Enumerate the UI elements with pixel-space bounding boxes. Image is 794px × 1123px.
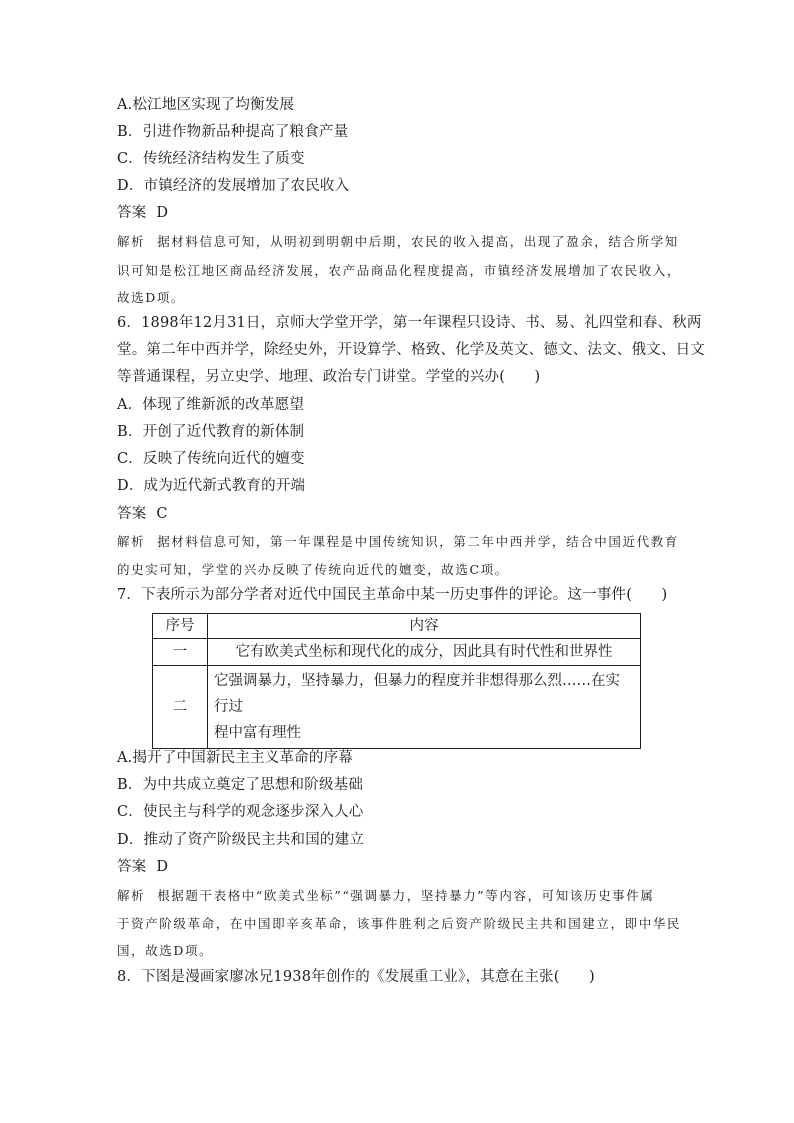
q6-option-d: D．成为近代新式教育的开端 [117, 478, 306, 494]
q5-explanation-line-3: 故选D项。 [117, 290, 186, 305]
table-header-row [153, 614, 641, 639]
q6-stem-line-3: 等普通课程，另立史学、地理、政治专门讲堂。学堂的兴办( ) [117, 369, 541, 385]
answer-value: C [156, 506, 168, 522]
q7-explanation-line-3: 国，故选D项。 [117, 943, 214, 958]
q7-option-a: A.揭开了中国新民主主义革命的序幕 [117, 750, 353, 766]
q5-option-b: B．引进作物新品种提高了粮食产量 [117, 124, 349, 140]
answer-label: 答案 [117, 859, 147, 875]
q6-explanation-line-1: 解析 据材料信息可知，第一年课程是中国传统知识，第二年中西并学，结合中国近代教育 [117, 532, 679, 552]
answer-label: 答案 [117, 506, 147, 522]
q5-option-d: D．市镇经济的发展增加了农民收入 [117, 178, 350, 194]
table-header-number: 序号 [153, 614, 208, 639]
explanation-label: 解析 [117, 534, 146, 549]
q5-answer [117, 203, 168, 223]
explanation-label: 解析 [117, 234, 146, 249]
explanation-label: 解析 [117, 888, 146, 903]
q6-option-c: C．反映了传统向近代的嬗变 [117, 451, 305, 467]
q5-option-c: C．传统经济结构发生了质变 [117, 151, 305, 167]
q7-explanation-line-1: 解析 根据题干表格中“欧美式坐标”“强调暴力，坚持暴力”等内容，可知该历史事件属 [117, 886, 654, 906]
q6-stem-line-1: 6．1898年12月31日，京师大学堂开学，第一年课程只设诗、书、易、礼四堂和春、秋两 [117, 315, 702, 331]
table-row [153, 666, 641, 749]
q5-explanation-line-2: 识可知是松江地区商品经济发展，农产品商品化程度提高，市镇经济发展增加了农民收入， [117, 263, 682, 278]
q6-option-a: A．体现了维新派的改革愿望 [117, 397, 305, 413]
table-row [153, 639, 641, 666]
q6-option-b: B．开创了近代教育的新体制 [117, 424, 305, 440]
q5-explanation-line-1: 解析 据材料信息可知，从明初到明朝中后期，农民的收入提高，出现了盈余，结合所学知 [117, 232, 679, 252]
q8-stem: 8．下图是漫画家廖冰兄1938年创作的《发展重工业》，其意在主张( ) [117, 969, 595, 985]
q7-option-b: B．为中共成立奠定了思想和阶级基础 [117, 777, 364, 793]
q6-explanation-line-2: 的史实可知，学堂的兴办反映了传统向近代的嬗变，故选C项。 [117, 562, 509, 577]
answer-value: D [156, 859, 169, 875]
q7-table [152, 613, 641, 749]
table-cell-number: 一 [153, 639, 208, 666]
q7-option-c: C．使民主与科学的观念逐步深入人心 [117, 804, 364, 820]
table-cell-number: 二 [153, 666, 208, 749]
answer-value: D [156, 205, 169, 221]
table-header-content: 内容 [208, 614, 641, 639]
q5-option-a: A.松江地区实现了均衡发展 [117, 97, 295, 113]
q7-explanation-line-2: 于资产阶级革命，在中国即辛亥革命，该事件胜利之后资产阶级民主共和国建立，即中华民 [117, 916, 682, 931]
q6-answer [117, 504, 168, 524]
table-cell-content: 它有欧美式坐标和现代化的成分，因此具有时代性和世界性 [208, 639, 641, 666]
q7-answer [117, 857, 168, 877]
answer-label: 答案 [117, 205, 147, 221]
q7-option-d: D．推动了资产阶级民主共和国的建立 [117, 832, 365, 848]
table-cell-content: 它强调暴力，坚持暴力，但暴力的程度并非想得那么烈……在实行过 程中富有理性 [208, 666, 641, 749]
q7-stem: 7．下表所示为部分学者对近代中国民主革命中某一历史事件的评论。这一事件( ) [117, 587, 668, 603]
q6-stem-line-2: 堂。第二年中西并学，除经史外，开设算学、格致、化学及英文、德文、法文、俄文、日文 [117, 342, 705, 358]
